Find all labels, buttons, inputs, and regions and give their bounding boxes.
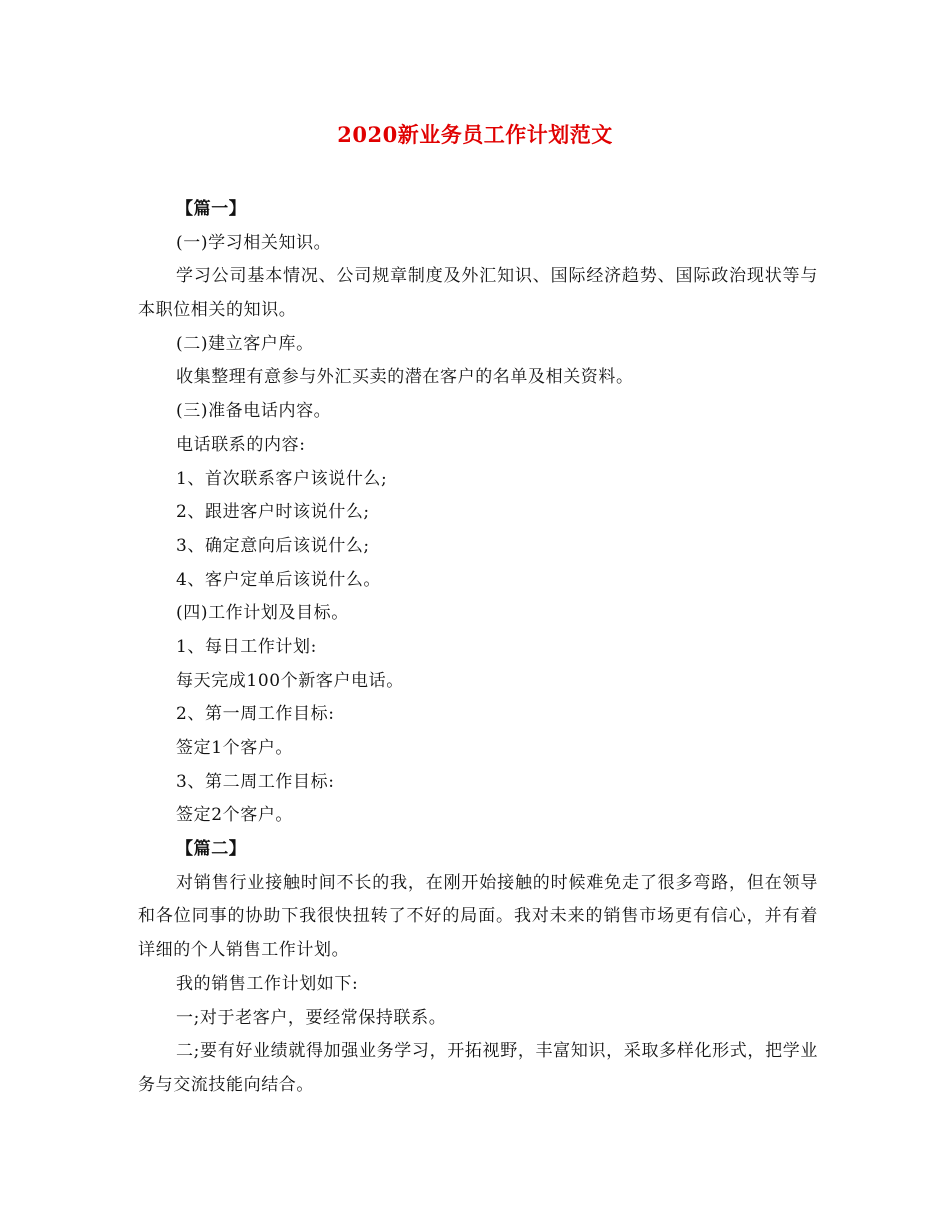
section4-item: 3、第二周工作目标:: [176, 771, 335, 792]
part2-heading: 【篇二】: [176, 839, 247, 860]
section3-body: 电话联系的内容:: [176, 434, 306, 455]
section1-title: (一)学习相关知识。: [176, 232, 332, 253]
section2-title: (二)建立客户库。: [176, 333, 314, 354]
document-body: [138, 193, 818, 1103]
section3-item: 4、客户定单后该说什么。: [176, 569, 382, 590]
section1-body: 学习公司基本情况、公司规章制度及外汇知识、国际经济趋势、国际政治现状等与本职位相关的知识。: [138, 266, 818, 321]
section4-item: 1、每日工作计划:: [176, 636, 317, 657]
section4-item: 2、第一周工作目标:: [176, 704, 335, 725]
document-title: 2020新业务员工作计划范文: [337, 122, 613, 147]
part1-heading: 【篇一】: [176, 199, 247, 219]
part2-item2: 二;要有好业绩就得加强业务学习，开拓视野，丰富知识，采取多样化形式，把学业务与交流技能向结合。: [138, 1041, 818, 1095]
section4-title: (四)工作计划及目标。: [176, 603, 349, 624]
section3-title: (三)准备电话内容。: [176, 401, 332, 422]
section3-item: 1、首次联系客户该说什么;: [176, 468, 388, 489]
section4-item: 每天完成100个新客户电话。: [176, 670, 404, 691]
part2-plan-title: 我的销售工作计划如下:: [176, 973, 359, 994]
part2-item1: 一;对于老客户，要经常保持联系。: [176, 1007, 447, 1028]
section2-body: 收集整理有意参与外汇买卖的潜在客户的名单及相关资料。: [176, 367, 634, 388]
section4-item: 签定2个客户。: [176, 805, 294, 826]
section3-item: 2、跟进客户时该说什么;: [176, 502, 370, 523]
section4-item: 签定1个客户。: [176, 738, 294, 759]
section3-item: 3、确定意向后该说什么;: [176, 535, 370, 556]
part2-intro: 对销售行业接触时间不长的我，在刚开始接触的时候难免走了很多弯路，但在领导和各位同事的协助下我很快扭转了不好的局面。我对未来的销售市场更有信心，并有着详细的个人销售工作计划。: [138, 872, 818, 961]
